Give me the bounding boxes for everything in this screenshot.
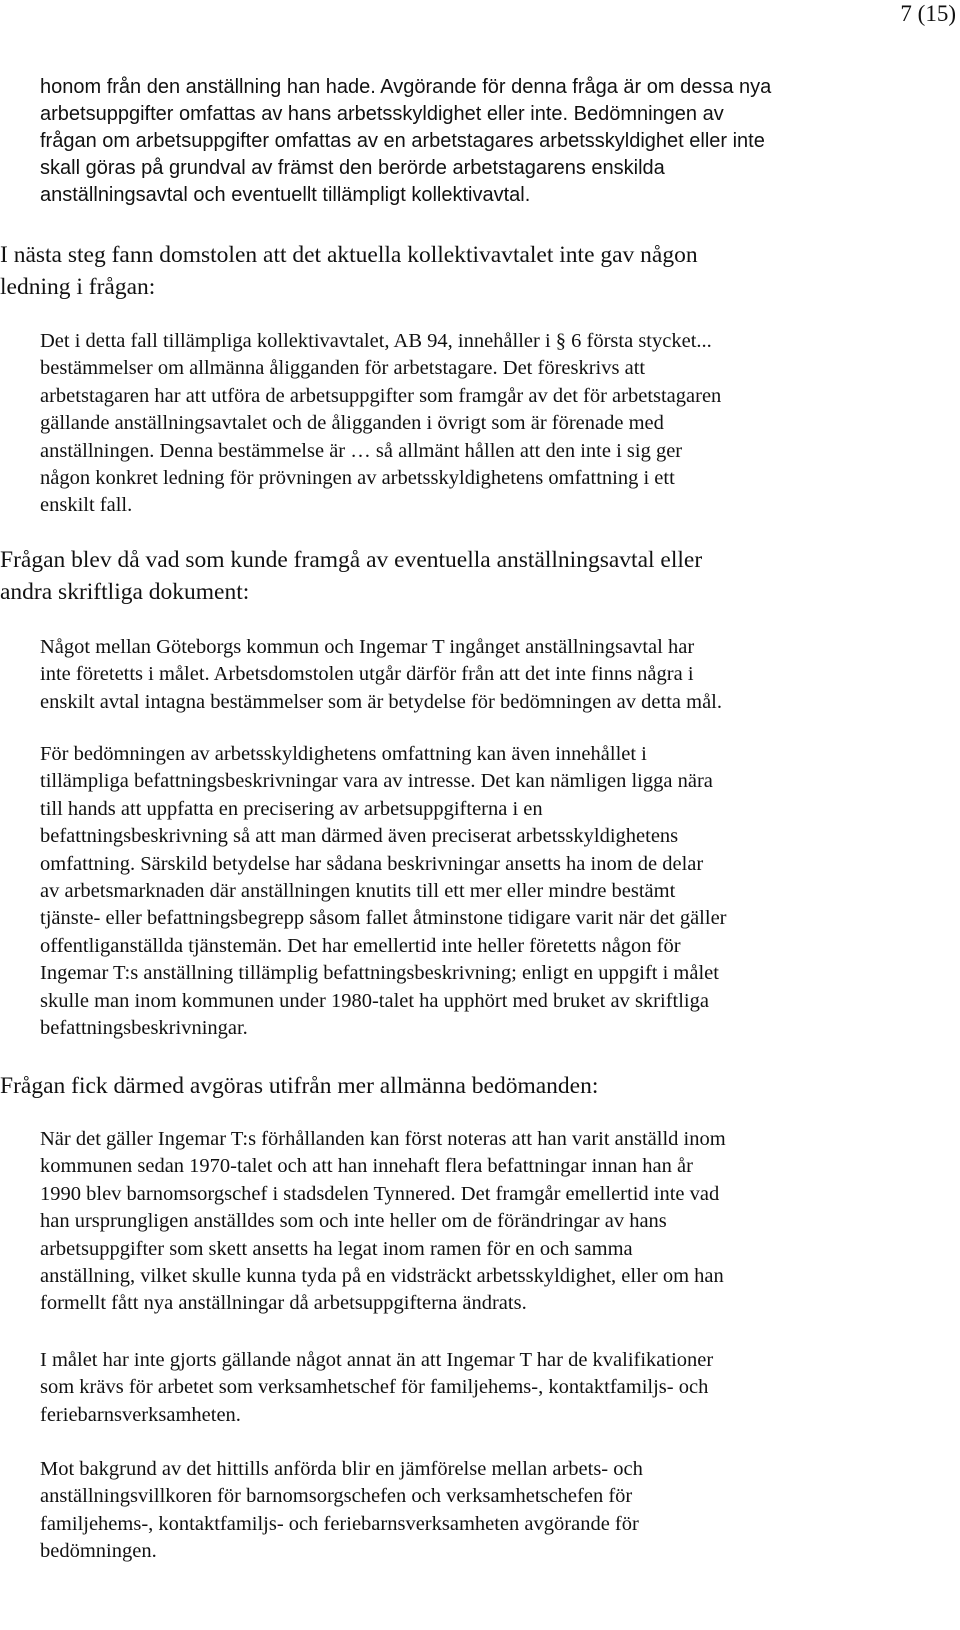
quote-collective-agreement: Det i detta fall tillämpliga kollektivavtalet, AB 94, innehåller i § 6 första stycket... bestämmelser om allmänna åligganden för arbetstagare. Det föreskrivs att arbetstagaren har att utföra de arbetsuppgifter som framgår av det för arbetstagaren gällande anställningsavtalet och de åligganden i övrigt som är förenade med anställningen. Denna bestämmelse är … så allmänt hållen att den inte i sig ger någon konkret ledning för prövningen av arbetsskyldighetens omfattning i ett enskilt fall. — [40, 330, 722, 517]
lead-paragraph-collective-agreement: I nästa steg fann domstolen att det aktuella kollektivavtalet inte gav någon ledning i frågan: — [0, 242, 698, 300]
page-number: 7 (15) — [900, 1, 956, 26]
quote-qualifications: I målet har inte gjorts gällande något annat än att Ingemar T har de kvalifikationer som krävs för arbetet som verksamhetschef för familjehems-, kontaktfamiljs- och feriebarnsverksamheten. — [40, 1349, 714, 1426]
quote-job-descriptions: För bedömningen av arbetsskyldighetens omfattning kan även innehållet i tillämpliga befattningsbeskrivningar vara av intresse. Det kan nämligen ligga nära till hands att uppfatta en precisering av arbetsuppgifterna i en befattningsbeskrivning så att man därmed även preciserat arbetsskyldighetens omfattning. Särskild betydelse har sådana beskrivningar ansetts ha inom de delar av arbetsmarknaden där anställningen knutits till ett mer eller mindre bestämt tjänste- eller befattningsbegrepp såsom fallet åtminstone tidigare varit när det gäller offentliganställda tjänstemän. Det har emellertid inte heller företetts någon för Ingemar T:s anställning tillämplig befattningsbeskrivning; enligt en uppgift i målet skulle man inom kommunen under 1980-talet ha upphört med bruket av skriftliga befattningsbeskrivningar. — [40, 743, 727, 1040]
quote-employment-contract: Något mellan Göteborgs kommun och Ingemar T ingånget anställningsavtal har inte företetts i målet. Arbetsdomstolen utgår därför från att det inte finns några i enskilt avtal intagna bestämmelser som är betydelse för bedömningen av detta mål. — [40, 636, 722, 713]
quote-employment-history: När det gäller Ingemar T:s förhållanden kan först noteras att han varit anställd inom kommunen sedan 1970-talet och att han innehaft flera befattningar innan han år 1990 blev barnomsorgschef i stadsdelen Tynnered. Det framgår emellertid inte vad han ursprungligen anställdes som och inte heller om de förändringar av hans arbetsuppgifter som skett ansetts ha legat inom ramen för en och samma anställning, vilket skulle kunna tyda på en vidsträckt arbetsskyldighet, eller om han formellt fått nya anställningar då arbetsuppgifterna ändrats. — [40, 1128, 726, 1315]
lead-paragraph-general-assessment: Frågan fick därmed avgöras utifrån mer allmänna bedömanden: — [0, 1073, 599, 1099]
lead-paragraph-employment-contract: Frågan blev då vad som kunde framgå av eventuella anställningsavtal eller andra skriftliga dokument: — [0, 547, 703, 605]
quote-comparison: Mot bakgrund av det hittills anförda blir en jämförelse mellan arbets- och anställningsvillkoren för barnomsorgschefen och verksamhetschefen för familjehems-, kontaktfamiljs- och feriebarnsverksamheten avgörande för bedömningen. — [40, 1458, 643, 1563]
paragraph-intro: honom från den anställning han hade. Avgörande för denna fråga är om dessa nya arbetsuppgifter omfattas av hans arbetsskyldighet eller inte. Bedömningen av frågan om arbetsuppgifter omfattas av en arbetstagares arbetsskyldighet eller inte skall göras på grundval av främst den berörde arbetstagarens enskilda anställningsavtal och eventuellt tillämpligt kollektivavtal. — [40, 76, 772, 206]
